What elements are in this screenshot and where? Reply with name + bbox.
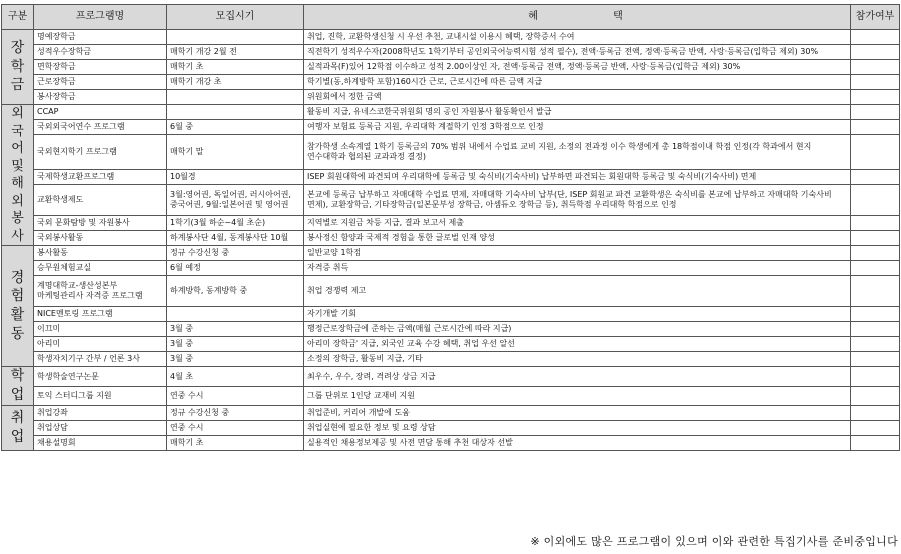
benefit-cell: 취업실현에 필요한 정보 및 요령 상담	[304, 421, 851, 436]
category-label: 취업	[10, 410, 25, 446]
attend-cell[interactable]	[851, 105, 900, 120]
table-row	[2, 60, 900, 75]
program-name-cell: 명예장학금	[34, 30, 167, 45]
program-name-cell: 국외현지학기 프로그램	[34, 135, 167, 169]
table-row	[2, 216, 900, 231]
attend-cell[interactable]	[851, 30, 900, 45]
table-row	[2, 90, 900, 105]
program-name-cell: 국제학생교환프로그램	[34, 169, 167, 184]
category-cell	[2, 105, 34, 246]
attend-cell[interactable]	[851, 169, 900, 184]
table-header-row	[2, 5, 900, 30]
recruit-period-cell	[167, 105, 304, 120]
recruit-period-cell: 하계봉사단 4월, 동계봉사단 10월	[167, 231, 304, 246]
benefit-cell: ISEP 회원대학에 파견되며 우리대학에 등록금 및 숙식비(기숙사비) 납부하면 파견되는 회원대학 등록금 및 숙식비(기숙사비) 면제	[304, 169, 851, 184]
attend-cell[interactable]	[851, 184, 900, 215]
benefit-cell: 최우수, 우수, 장려, 격려상 상금 지급	[304, 367, 851, 386]
recruit-period-cell: 1학기(3월 하순~4월 초순)	[167, 216, 304, 231]
program-name-cell: 봉사활동	[34, 246, 167, 261]
program-name-cell: 국외 문화탐방 및 자원봉사	[34, 216, 167, 231]
table-row	[2, 135, 900, 169]
table-row	[2, 322, 900, 337]
table-row	[2, 436, 900, 451]
attend-cell[interactable]	[851, 322, 900, 337]
attend-cell[interactable]	[851, 60, 900, 75]
header-benefit: 혜 택	[304, 5, 851, 30]
benefit-cell: 자기개발 기회	[304, 307, 851, 322]
recruit-period-cell: 3월 중	[167, 337, 304, 352]
benefit-cell: 취업, 진학, 교환학생신청 시 우선 추천, 교내시설 이용시 혜택, 장학증서 수여	[304, 30, 851, 45]
table-row	[2, 30, 900, 45]
recruit-period-cell: 3월 중	[167, 352, 304, 367]
category-cell	[2, 246, 34, 367]
recruit-period-cell: 10월경	[167, 169, 304, 184]
category-label: 학업	[10, 368, 25, 404]
attend-cell[interactable]	[851, 231, 900, 246]
recruit-period-cell: 정규 수강신청 중	[167, 406, 304, 421]
attend-cell[interactable]	[851, 352, 900, 367]
program-name-cell: 계명대학교-생산성본부 마케팅관리사 자격증 프로그램	[34, 276, 167, 307]
recruit-period-cell: 6월 예정	[167, 261, 304, 276]
program-name-cell: 이끄미	[34, 322, 167, 337]
recruit-period-cell	[167, 90, 304, 105]
category-label: 경험활동	[10, 269, 25, 343]
program-name-cell: 국외봉사활동	[34, 231, 167, 246]
table-row	[2, 276, 900, 307]
attend-cell[interactable]	[851, 367, 900, 386]
recruit-period-cell: 매학기 개강 2월 전	[167, 45, 304, 60]
program-name-cell: 아리미	[34, 337, 167, 352]
recruit-period-cell: 매학기 말	[167, 135, 304, 169]
benefit-cell: 취업 경쟁력 제고	[304, 276, 851, 307]
benefit-cell: 지역별로 지원금 차등 지급, 결과 보고서 제출	[304, 216, 851, 231]
program-name-cell: 근로장학금	[34, 75, 167, 90]
recruit-period-cell: 하계방학, 동계방학 중	[167, 276, 304, 307]
category-label: 외국어및해외봉사	[11, 106, 24, 244]
recruit-period-cell	[167, 307, 304, 322]
program-name-cell: 채용설명회	[34, 436, 167, 451]
table-row	[2, 231, 900, 246]
attend-cell[interactable]	[851, 436, 900, 451]
header-program: 프로그램명	[34, 5, 167, 30]
table-row	[2, 406, 900, 421]
program-name-cell: NICE멘토링 프로그램	[34, 307, 167, 322]
recruit-period-cell: 6월 중	[167, 120, 304, 135]
table-row	[2, 75, 900, 90]
benefit-cell: 학기별(동,하계방학 포함)160시간 근로, 근로시간에 따른 금액 지급	[304, 75, 851, 90]
recruit-period-cell: 매학기 초	[167, 436, 304, 451]
header-period: 모집시기	[167, 5, 304, 30]
program-name-cell: CCAP	[34, 105, 167, 120]
benefit-cell: 참가학생 소속계열 1학기 등록금의 70% 범위 내에서 수업료 교비 지원, 소정의 전과정 이수 학생에게 총 18학점이내 학점 인정(각 학과에서 현지 연수대학과 협의된 교과과정 결정)	[304, 135, 851, 169]
recruit-period-cell: 3월 중	[167, 322, 304, 337]
table-row	[2, 337, 900, 352]
benefit-cell: 본교에 등록금 납부하고 자매대학 수업료 면제, 자매대학 기숙사비 납부(단, ISEP 회원교 파견 교환학생은 숙식비를 본교에 납부하고 자매대학 기숙사비 면제), 교환장학금, 기타장학금(일본문부성 장학금, 아셈듀오 장학금 등), 취득학점 우리대학 학점으로 인정	[304, 184, 851, 215]
attend-cell[interactable]	[851, 307, 900, 322]
header-category: 구분	[2, 5, 34, 30]
attend-cell[interactable]	[851, 246, 900, 261]
benefit-cell: 여행자 보험료 등록금 지원, 우리대학 계절학기 인정 3학점으로 인정	[304, 120, 851, 135]
table-row	[2, 352, 900, 367]
recruit-period-cell: 4월 초	[167, 367, 304, 386]
attend-cell[interactable]	[851, 261, 900, 276]
attend-cell[interactable]	[851, 75, 900, 90]
table-row	[2, 386, 900, 405]
table-row	[2, 45, 900, 60]
attend-cell[interactable]	[851, 337, 900, 352]
table-row	[2, 367, 900, 386]
category-label: 장학금	[10, 39, 25, 94]
attend-cell[interactable]	[851, 386, 900, 405]
program-name-cell: 취업상담	[34, 421, 167, 436]
program-name-cell: 학생학술연구논문	[34, 367, 167, 386]
program-name-cell: 교환학생제도	[34, 184, 167, 215]
category-cell	[2, 406, 34, 451]
recruit-period-cell: 매학기 개강 초	[167, 75, 304, 90]
program-name-cell: 면학장학금	[34, 60, 167, 75]
table-body	[2, 30, 900, 451]
table-row	[2, 184, 900, 215]
header-attend: 참가여부	[851, 5, 900, 30]
benefit-cell: 아리미 장학금' 지급, 외국인 교육 수강 혜택, 취업 우선 알선	[304, 337, 851, 352]
attend-cell[interactable]	[851, 120, 900, 135]
recruit-period-cell: 정규 수강신청 중	[167, 246, 304, 261]
program-table	[1, 4, 900, 451]
recruit-period-cell: 연중 수시	[167, 421, 304, 436]
recruit-period-cell: 매학기 초	[167, 60, 304, 75]
attend-cell[interactable]	[851, 276, 900, 307]
attend-cell[interactable]	[851, 406, 900, 421]
program-name-cell: 승무원체험교실	[34, 261, 167, 276]
attend-cell[interactable]	[851, 135, 900, 169]
attend-cell[interactable]	[851, 421, 900, 436]
table-row	[2, 105, 900, 120]
category-cell	[2, 367, 34, 406]
recruit-period-cell: 3월:영어권, 독일어권, 러시아어권, 중국어권, 9월:일본어권 및 영어권	[167, 184, 304, 215]
program-name-cell: 성적우수장학금	[34, 45, 167, 60]
benefit-cell: 행정근로장학금에 준하는 금액(매월 근로시간에 따라 지급)	[304, 322, 851, 337]
table-row	[2, 261, 900, 276]
attend-cell[interactable]	[851, 45, 900, 60]
program-name-cell: 국외외국어연수 프로그램	[34, 120, 167, 135]
footnote: ※ 이외에도 많은 프로그램이 있으며 이와 관련한 특집기사를 준비중입니다	[530, 535, 898, 548]
benefit-cell: 소정의 장학금, 활동비 지급, 기타	[304, 352, 851, 367]
benefit-cell: 활동비 지급, 유네스코한국위원회 명의 공인 자원봉사 활동확인서 발급	[304, 105, 851, 120]
table-row	[2, 246, 900, 261]
benefit-cell: 자격증 취득	[304, 261, 851, 276]
benefit-cell: 실적과목(F)있어 12학점 이수하고 성적 2.00이상인 자, 전액·등록금 전액, 정액·등록금 반액, 사랑·등록금(입학금 제외) 30%	[304, 60, 851, 75]
recruit-period-cell: 연중 수시	[167, 386, 304, 405]
program-name-cell: 학생자치기구 간부 / 언론 3사	[34, 352, 167, 367]
benefit-cell: 직전학기 성적우수자(2008학년도 1학기부터 공인외국어능력시험 성적 필수), 전액·등록금 전액, 정액·등록금 반액, 사랑·등록금(입학금 제외) 30%	[304, 45, 851, 60]
attend-cell[interactable]	[851, 90, 900, 105]
program-name-cell: 취업강좌	[34, 406, 167, 421]
table-row	[2, 120, 900, 135]
category-cell	[2, 30, 34, 105]
table-row	[2, 421, 900, 436]
benefit-cell: 봉사정신 함양과 국제적 경험을 통한 글로벌 인재 양성	[304, 231, 851, 246]
benefit-cell: 그룹 단위로 1인당 교재비 지원	[304, 386, 851, 405]
benefit-cell: 실용적인 채용정보제공 및 사전 면담 통해 추천 대상자 선발	[304, 436, 851, 451]
table-row	[2, 169, 900, 184]
benefit-cell: 위원회에서 정한 금액	[304, 90, 851, 105]
program-name-cell: 토익 스터디그룹 지원	[34, 386, 167, 405]
benefit-cell: 취업준비, 커리어 개발에 도움	[304, 406, 851, 421]
program-name-cell: 봉사장학금	[34, 90, 167, 105]
benefit-cell: 일반교양 1학점	[304, 246, 851, 261]
attend-cell[interactable]	[851, 216, 900, 231]
table-row	[2, 307, 900, 322]
recruit-period-cell	[167, 30, 304, 45]
